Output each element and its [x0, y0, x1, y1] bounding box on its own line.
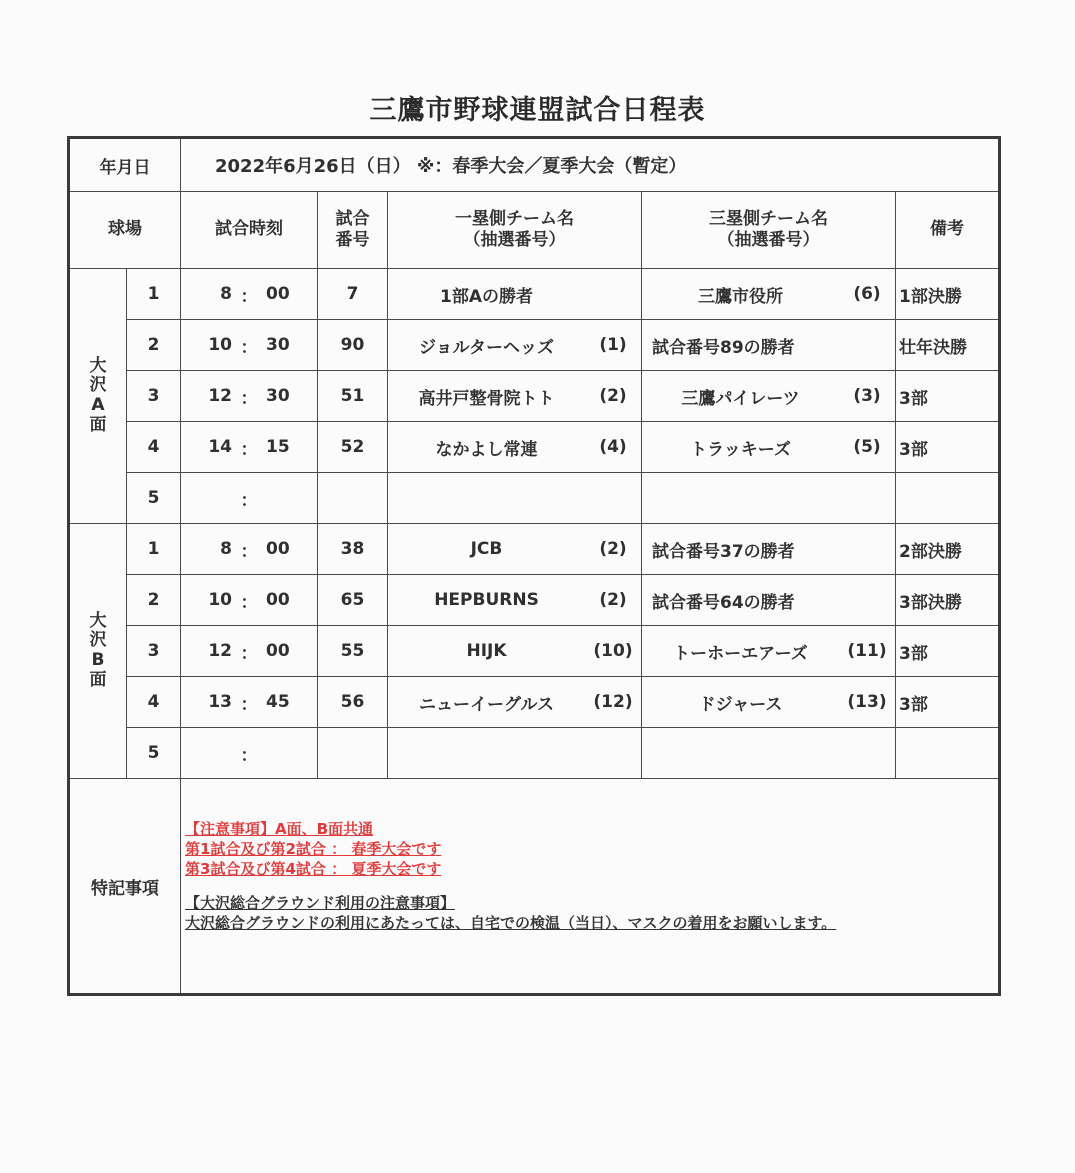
schedule-row [69, 320, 1000, 371]
third-base-team-name: ドジャース [698, 694, 783, 715]
time-separator: ： [240, 388, 258, 409]
first-base-lottery-number: (1) [599, 335, 627, 355]
third-base-lottery-number: (11) [847, 641, 887, 661]
schedule-row [69, 575, 1000, 626]
time-separator: ： [240, 490, 258, 511]
game-order: 3 [127, 626, 181, 677]
game-order: 4 [127, 677, 181, 728]
header-time: 試合時刻 [181, 192, 318, 269]
match-number: 65 [318, 575, 388, 626]
header-first-base-line1: 一塁側チーム名 [455, 208, 574, 229]
time-separator: ： [240, 643, 258, 664]
schedule-row [69, 677, 1000, 728]
notice-ground-text: 大沢総合グラウンドの利用にあたっては、自宅での検温（当日）、マスクの着用をお願いします。 [185, 914, 837, 932]
first-base-team-wrap [388, 677, 641, 727]
time-separator: ： [240, 745, 258, 766]
start-minute: 00 [266, 284, 290, 304]
header-row [69, 192, 1000, 269]
third-base-team-wrap [642, 422, 895, 472]
notice-spacer [185, 879, 998, 893]
first-base-team [388, 320, 642, 371]
start-minute: 30 [266, 386, 290, 406]
third-base-team-name: 三鷹市役所 [698, 286, 783, 307]
first-base-team-name: なかよし常連 [435, 439, 538, 460]
third-base-team [642, 371, 896, 422]
first-base-team [388, 626, 642, 677]
first-base-team [388, 524, 642, 575]
venue-name: 大沢B面 [89, 610, 107, 690]
header-first-base [388, 192, 642, 269]
remarks: 2部決勝 [896, 524, 1000, 575]
game-order: 2 [127, 320, 181, 371]
first-base-team-wrap [388, 371, 641, 421]
first-base-team-name: HIJK [466, 641, 507, 661]
notice-red-line-3: 第3試合及び第4試合 ： 夏季大会です [185, 860, 442, 878]
first-base-team-wrap [388, 524, 641, 574]
schedule-row [69, 473, 1000, 524]
page-title: 三鷹市野球連盟試合日程表 [369, 95, 706, 126]
third-base-team-wrap [642, 575, 895, 625]
schedule-row [69, 728, 1000, 779]
remarks: 3部 [896, 422, 1000, 473]
first-base-team-name: 1部Aの勝者 [440, 286, 533, 307]
first-base-team-name: ニューイーグルス [419, 694, 554, 715]
special-notes-content [181, 779, 1000, 995]
time-separator: ： [240, 286, 258, 307]
third-base-team [642, 677, 896, 728]
remarks: 3部 [896, 626, 1000, 677]
venue-a-group [69, 269, 1000, 524]
third-base-lottery-number: (13) [847, 692, 887, 712]
match-number: 52 [318, 422, 388, 473]
notice-red-line-2: 第1試合及び第2試合 ： 春季大会です [185, 840, 442, 858]
header-venue: 球場 [69, 192, 181, 269]
third-base-team-name: 試合番号37の勝者 [652, 541, 795, 562]
time-separator: ： [240, 592, 258, 613]
header-third-base-line2: （抽選番号） [717, 230, 820, 250]
start-hour: 13 [208, 692, 232, 712]
start-time-wrap [181, 282, 317, 307]
start-time-wrap [181, 588, 317, 613]
special-notes-label: 特記事項 [69, 779, 181, 995]
first-base-team [388, 677, 642, 728]
start-time [181, 575, 318, 626]
start-hour: 12 [208, 386, 232, 406]
third-base-lottery-number: (3) [853, 386, 881, 406]
time-separator: ： [240, 439, 258, 460]
match-number: 38 [318, 524, 388, 575]
first-base-team-wrap [388, 320, 641, 370]
first-base-lottery-number: (12) [593, 692, 633, 712]
start-hour: 8 [220, 284, 232, 304]
third-base-team-name: トーホーエアーズ [673, 643, 808, 664]
time-separator: ： [240, 541, 258, 562]
header-match-no-line2: 番号 [335, 230, 370, 250]
first-base-lottery-number: (2) [599, 539, 627, 559]
third-base-team [642, 524, 896, 575]
game-order: 5 [127, 473, 181, 524]
first-base-team [388, 371, 642, 422]
remarks: 1部決勝 [896, 269, 1000, 320]
start-time [181, 422, 318, 473]
venue-name: 大沢A面 [89, 355, 107, 435]
match-number [318, 473, 388, 524]
start-time [181, 320, 318, 371]
game-order: 3 [127, 371, 181, 422]
start-time-wrap [181, 741, 317, 766]
remarks [896, 473, 1000, 524]
third-base-team-wrap [642, 269, 895, 319]
header-first-base-line2: （抽選番号） [463, 230, 566, 250]
start-time [181, 728, 318, 779]
game-order: 1 [127, 524, 181, 575]
schedule-row [69, 524, 1000, 575]
match-number: 55 [318, 626, 388, 677]
start-time-wrap [181, 690, 317, 715]
third-base-team-wrap [642, 371, 895, 421]
start-hour: 8 [220, 539, 232, 559]
third-base-team [642, 269, 896, 320]
first-base-team-wrap [388, 575, 641, 625]
third-base-team-wrap [642, 626, 895, 676]
remarks [896, 728, 1000, 779]
third-base-team-wrap [642, 728, 895, 778]
third-base-team-wrap [642, 473, 895, 523]
start-time [181, 626, 318, 677]
first-base-lottery-number: (4) [599, 437, 627, 457]
remarks: 壮年決勝 [896, 320, 1000, 371]
remarks: 3部 [896, 677, 1000, 728]
third-base-team [642, 575, 896, 626]
match-number: 56 [318, 677, 388, 728]
third-base-team-name: 試合番号89の勝者 [652, 337, 795, 358]
start-hour: 10 [208, 335, 232, 355]
third-base-team [642, 626, 896, 677]
remarks: 3部 [896, 371, 1000, 422]
start-time [181, 269, 318, 320]
start-time [181, 473, 318, 524]
date-row [69, 138, 1000, 192]
start-time-wrap [181, 639, 317, 664]
date-label: 年月日 [69, 138, 181, 192]
start-time-wrap [181, 384, 317, 409]
start-hour: 14 [208, 437, 232, 457]
first-base-team-wrap [388, 269, 641, 319]
first-base-team-wrap [388, 422, 641, 472]
first-base-team [388, 728, 642, 779]
third-base-team [642, 473, 896, 524]
start-minute: 30 [266, 335, 290, 355]
third-base-team-name: 三鷹パイレーツ [681, 388, 800, 409]
first-base-lottery-number: (2) [599, 590, 627, 610]
schedule-row [69, 422, 1000, 473]
first-base-lottery-number: (10) [593, 641, 633, 661]
first-base-team [388, 269, 642, 320]
match-number [318, 728, 388, 779]
start-minute: 00 [266, 590, 290, 610]
match-number: 51 [318, 371, 388, 422]
date-value: 2022年6月26日（日） ※：春季大会／夏季大会（暫定） [181, 138, 1000, 192]
first-base-team-name: HEPBURNS [434, 590, 539, 610]
venue-name-cell [69, 269, 127, 524]
start-time [181, 677, 318, 728]
start-minute: 45 [266, 692, 290, 712]
third-base-team-name: 試合番号64の勝者 [652, 592, 795, 613]
start-time-wrap [181, 435, 317, 460]
special-notes-row [69, 779, 1000, 995]
header-third-base-line1: 三塁側チーム名 [709, 208, 828, 229]
schedule-table [67, 136, 1001, 996]
third-base-team-wrap [642, 677, 895, 727]
third-base-team-wrap [642, 320, 895, 370]
start-hour: 10 [208, 590, 232, 610]
remarks: 3部決勝 [896, 575, 1000, 626]
first-base-lottery-number: (2) [599, 386, 627, 406]
match-number: 90 [318, 320, 388, 371]
game-order: 5 [127, 728, 181, 779]
game-order: 4 [127, 422, 181, 473]
notice-red-line-1: 【注意事項】A面、B面共通 [185, 820, 374, 838]
third-base-team-wrap [642, 524, 895, 574]
schedule-row [69, 371, 1000, 422]
first-base-team [388, 575, 642, 626]
start-time-wrap [181, 486, 317, 511]
game-order: 1 [127, 269, 181, 320]
time-separator: ： [240, 337, 258, 358]
third-base-team [642, 728, 896, 779]
match-number: 7 [318, 269, 388, 320]
game-order: 2 [127, 575, 181, 626]
venue-name-cell [69, 524, 127, 779]
start-minute: 15 [266, 437, 290, 457]
schedule-row [69, 626, 1000, 677]
first-base-team-wrap [388, 473, 641, 523]
notice-ground-heading: 【大沢総合グラウンド利用の注意事項】 [185, 894, 456, 912]
start-hour: 12 [208, 641, 232, 661]
first-base-team-name: 高井戸整骨院トト [418, 388, 555, 409]
start-time [181, 371, 318, 422]
start-minute: 00 [266, 539, 290, 559]
start-minute: 00 [266, 641, 290, 661]
schedule-row [69, 269, 1000, 320]
third-base-team [642, 422, 896, 473]
first-base-team-name: JCB [470, 539, 503, 559]
third-base-team-name: トラッキーズ [690, 439, 791, 460]
start-time [181, 524, 318, 575]
first-base-team-wrap [388, 728, 641, 778]
header-third-base [642, 192, 896, 269]
first-base-team-name: ジョルターヘッズ [419, 337, 554, 358]
start-time-wrap [181, 333, 317, 358]
header-match-no-line1: 試合 [335, 208, 370, 229]
header-match-no [318, 192, 388, 269]
first-base-team [388, 422, 642, 473]
first-base-team [388, 473, 642, 524]
third-base-lottery-number: (6) [853, 284, 881, 304]
venue-b-group [69, 524, 1000, 779]
first-base-team-wrap [388, 626, 641, 676]
time-separator: ： [240, 694, 258, 715]
start-time-wrap [181, 537, 317, 562]
header-remarks: 備考 [896, 192, 1000, 269]
third-base-lottery-number: (5) [853, 437, 881, 457]
third-base-team [642, 320, 896, 371]
